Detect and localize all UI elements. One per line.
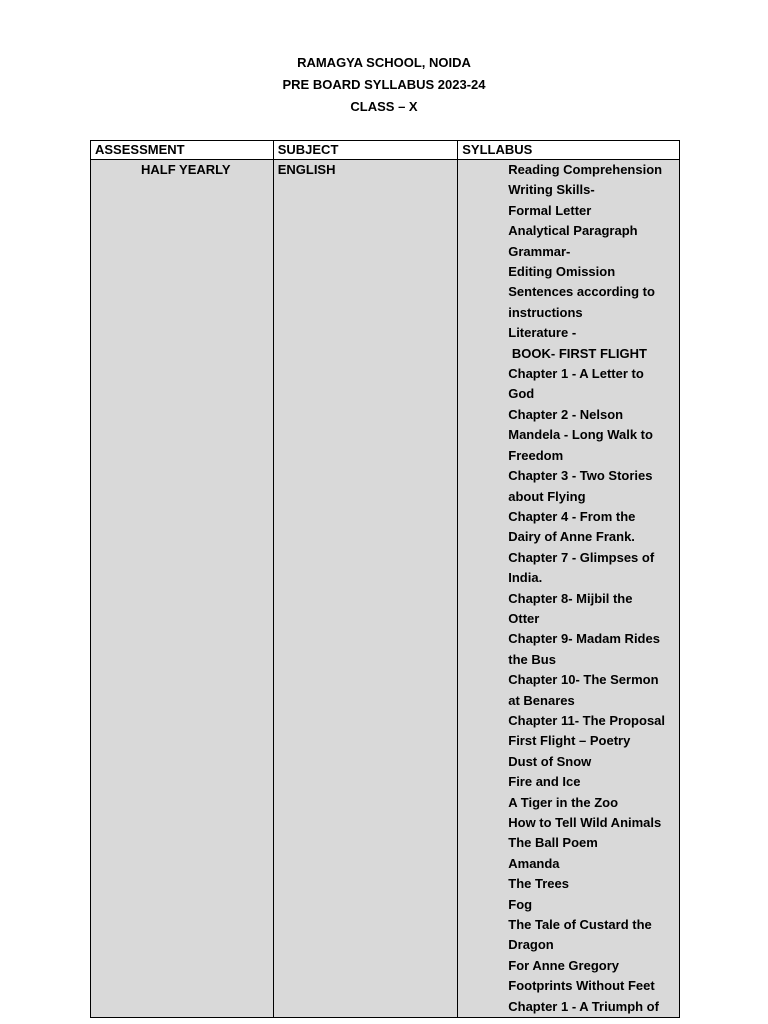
- syllabus-item: BOOK- FIRST FLIGHT: [508, 345, 647, 361]
- syllabus-item: at Benares: [508, 692, 575, 708]
- school-name: RAMAGYA SCHOOL, NOIDA: [297, 55, 471, 70]
- syllabus-item: Editing Omission: [508, 264, 616, 280]
- syllabus-item: Dust of Snow: [508, 753, 592, 769]
- syllabus-item: Dragon: [508, 937, 554, 953]
- syllabus-item: instructions: [508, 304, 583, 320]
- syllabus-item: Chapter 3 - Two Stories: [508, 468, 653, 484]
- table-header-row: [91, 141, 680, 160]
- syllabus-item: Analytical Paragraph: [508, 223, 638, 239]
- syllabus-cell: [458, 160, 680, 1018]
- syllabus-item: The Ball Poem: [508, 835, 598, 851]
- syllabus-list: [462, 160, 675, 1017]
- syllabus-item: Footprints Without Feet: [508, 978, 655, 994]
- syllabus-item: Chapter 1 - A Letter to: [508, 366, 644, 382]
- assessment-cell: [91, 160, 274, 1018]
- syllabus-item: Chapter 9- Madam Rides: [508, 631, 660, 647]
- syllabus-item: Chapter 1 - A Triumph of: [508, 998, 659, 1014]
- syllabus-item: Freedom: [508, 447, 564, 463]
- subject-value: ENGLISH: [277, 162, 336, 177]
- syllabus-item: How to Tell Wild Animals: [508, 815, 662, 830]
- syllabus-item: The Trees: [508, 876, 569, 892]
- syllabus-item: Writing Skills-: [508, 182, 595, 198]
- syllabus-item: Sentences according to: [508, 284, 655, 300]
- syllabus-item: Mandela - Long Walk to: [508, 427, 653, 443]
- syllabus-item: the Bus: [508, 651, 556, 667]
- syllabus-item: Chapter 4 - From the: [508, 508, 636, 524]
- syllabus-item: The Tale of Custard the: [508, 917, 652, 933]
- syllabus-item: Chapter 11- The Proposal: [508, 712, 666, 728]
- syllabus-item: India.: [508, 570, 543, 586]
- table-row: [91, 160, 680, 1018]
- syllabus-item: Chapter 10- The Sermon: [508, 672, 659, 688]
- document-title: PRE BOARD SYLLABUS 2023-24: [282, 77, 486, 92]
- syllabus-item: Otter: [508, 610, 540, 626]
- syllabus-item: Chapter 7 - Glimpses of: [508, 549, 655, 565]
- syllabus-item: For Anne Gregory: [508, 957, 620, 973]
- column-header-subject: SUBJECT: [273, 141, 458, 160]
- column-header-syllabus: SYLLABUS: [458, 141, 680, 160]
- class-label: CLASS – X: [350, 99, 418, 114]
- subject-cell: [273, 160, 458, 1018]
- syllabus-item: Formal Letter: [508, 202, 592, 218]
- syllabus-item: God: [508, 386, 535, 402]
- syllabus-item: about Flying: [508, 488, 586, 504]
- syllabus-item: Chapter 2 - Nelson: [508, 406, 624, 422]
- column-header-assessment: ASSESSMENT: [91, 141, 274, 160]
- syllabus-item: Grammar-: [508, 243, 571, 259]
- document-header: [0, 52, 768, 118]
- syllabus-item: Fog: [508, 896, 533, 912]
- syllabus-item: Literature -: [508, 325, 577, 341]
- syllabus-item: Dairy of Anne Frank.: [508, 529, 635, 545]
- syllabus-item: Fire and Ice: [508, 774, 581, 790]
- assessment-value: HALF YEARLY: [141, 162, 231, 177]
- syllabus-item: Chapter 8- Mijbil the: [508, 590, 633, 606]
- syllabus-item: A Tiger in the Zoo: [508, 794, 619, 810]
- syllabus-item: Reading Comprehension: [508, 162, 663, 177]
- syllabus-item: Amanda: [508, 855, 560, 871]
- syllabus-table: [90, 140, 680, 1018]
- syllabus-item: First Flight – Poetry: [508, 733, 631, 749]
